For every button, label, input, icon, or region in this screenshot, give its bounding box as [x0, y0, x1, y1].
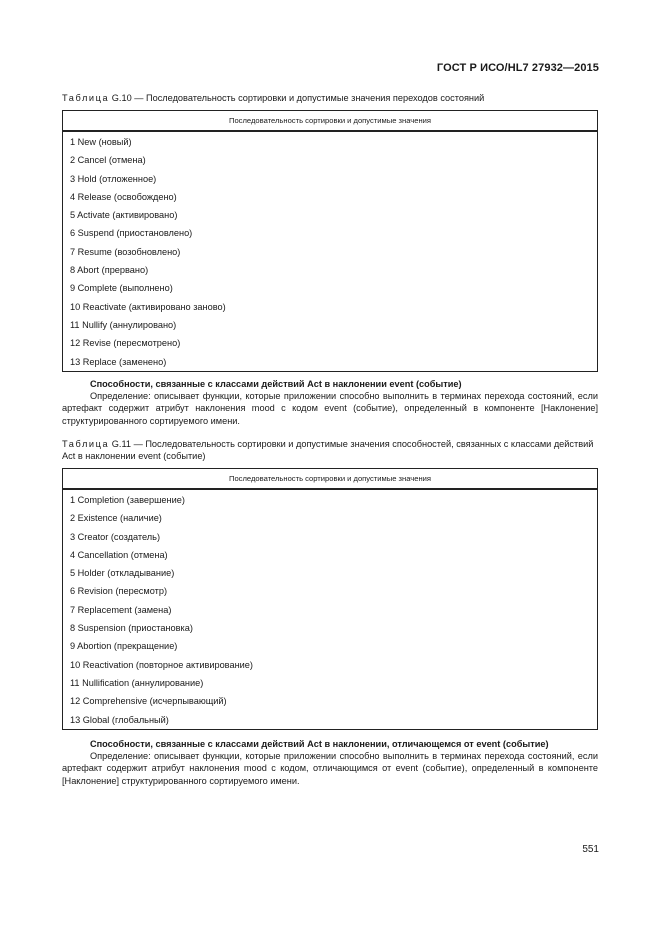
- table-row: 10 Reactivation (повторное активирование): [70, 659, 253, 670]
- table-row: 5 Activate (активировано): [70, 210, 178, 221]
- table-g11-caption-word: Таблица: [62, 439, 110, 449]
- table-row: 3 Hold (отложенное): [70, 173, 157, 184]
- table-row: 13 Replace (заменено): [70, 356, 167, 367]
- table-row: 8 Suspension (приостановка): [70, 623, 193, 634]
- table-row: 7 Replacement (замена): [70, 604, 172, 615]
- section-event-definition: Определение: описывает функции, которые приложении способно выполнить в терминах перехода состояний, если артефакт содержит атрибут наклонения mood с кодом event (событие), определенный в компоненте [Наклонение] структурированного сортируемого имени.: [62, 391, 598, 426]
- table-row: 11 Nullification (аннулирование): [70, 677, 204, 688]
- table-row: 6 Suspend (приостановлено): [70, 228, 193, 239]
- table-g10-caption-word: Таблица: [62, 93, 110, 103]
- document-code: ГОСТ Р ИСО/HL7 27932—2015: [436, 62, 599, 74]
- table-row: 4 Release (освобождено): [70, 191, 177, 202]
- table-row: 12 Comprehensive (исчерпывающий): [70, 696, 227, 707]
- table-g10-caption: [62, 92, 600, 104]
- table-row: 9 Complete (выполнено): [70, 283, 173, 294]
- table-row: 2 Cancel (отмена): [70, 155, 146, 166]
- table-row: 6 Revision (пересмотр): [70, 586, 168, 597]
- table-g10-column-header: Последовательность сортировки и допустимые значения: [63, 111, 597, 131]
- table-row: 2 Existence (наличие): [70, 513, 162, 524]
- table-g10: [62, 110, 598, 372]
- table-g11-caption: [62, 438, 600, 462]
- section-non-event-definition: Определение: описывает функции, которые приложении способно выполнить в терминах перехода состояний, если артефакт содержит атрибут наклонения mood с кодом, отличающимся от event (событие), определенный в компоненте [Наклонение] структурированного сортируемого имени.: [62, 751, 598, 786]
- section-event: [62, 378, 598, 427]
- table-row: 10 Reactivate (активировано заново): [70, 301, 226, 312]
- page-number: 551: [582, 844, 599, 855]
- table-g11-caption-text: G.11 — Последовательность сортировки и допустимые значения способностей, связанных с классами действий Act в наклонении event (событие): [62, 439, 594, 461]
- table-row: 8 Abort (прервано): [70, 265, 149, 276]
- table-row: 7 Resume (возобновлено): [70, 246, 181, 257]
- table-row: 1 Completion (завершение): [70, 495, 185, 505]
- section-event-heading: Способности, связанные с классами действий Act в наклонении event (событие): [90, 379, 462, 389]
- table-row: 13 Global (глобальный): [70, 714, 169, 725]
- table-row: 9 Abortion (прекращение): [70, 641, 178, 652]
- table-row: 1 New (новый): [70, 137, 132, 147]
- table-row: 12 Revise (пересмотрено): [70, 338, 181, 349]
- table-row: 3 Creator (создатель): [70, 531, 161, 542]
- section-non-event-heading: Способности, связанные с классами действий Act в наклонении, отличающемся от event (событие): [90, 739, 549, 749]
- table-row: 4 Cancellation (отмена): [70, 549, 168, 560]
- section-non-event: [62, 738, 598, 787]
- table-g11-column-header: Последовательность сортировки и допустимые значения: [63, 469, 597, 489]
- table-row: 11 Nullify (аннулировано): [70, 319, 177, 330]
- table-g10-caption-text: G.10 — Последовательность сортировки и допустимые значения переходов состояний: [109, 93, 485, 103]
- table-row: 5 Holder (откладывание): [70, 568, 175, 579]
- table-g11: [62, 468, 598, 730]
